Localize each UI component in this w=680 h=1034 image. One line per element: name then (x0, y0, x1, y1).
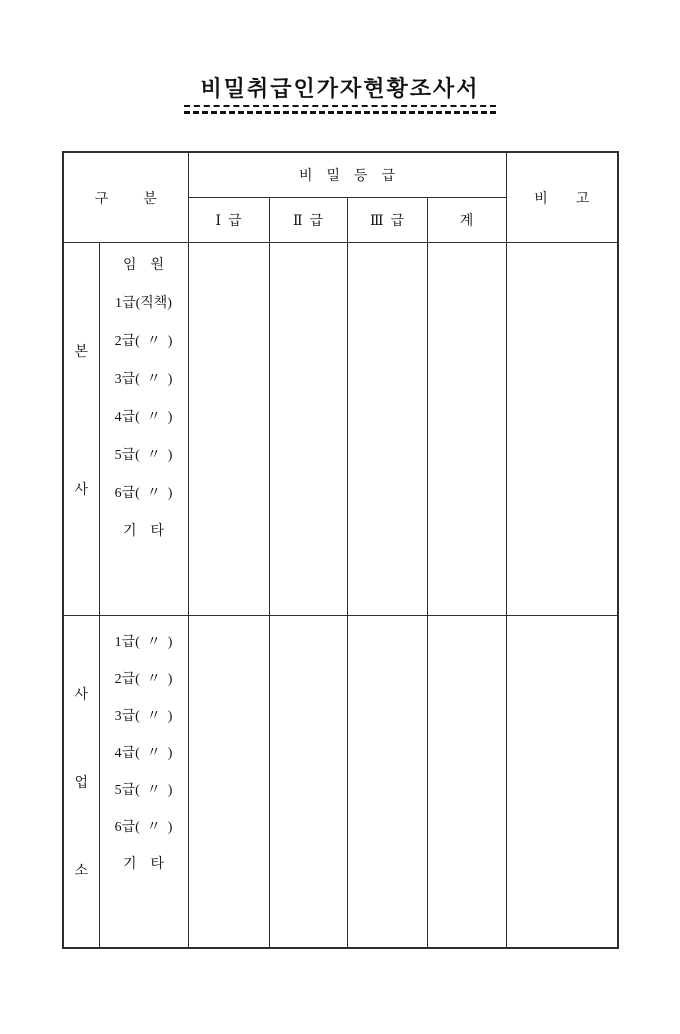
header-grade-2: Ⅱ 급 (269, 198, 347, 243)
data-cell-group1-grade1 (188, 243, 269, 616)
data-cell-group1-grade3 (347, 243, 427, 616)
group-row-headoffice (63, 243, 618, 616)
group1-row-labels (100, 243, 188, 615)
document-title: 비밀취급인가자현황조사서 (200, 76, 480, 101)
group2-char: 사 (74, 687, 89, 703)
row-label: 6급( 〃 ) (114, 820, 173, 835)
row-label: 3급( 〃 ) (114, 709, 173, 724)
group2-char: 소 (74, 863, 89, 879)
row-label: 4급( 〃 ) (114, 410, 173, 425)
group2-vertical-label (64, 616, 99, 947)
group1-vertical-label (64, 243, 99, 615)
group2-name-cell (63, 616, 99, 949)
header-secret-grade: 비 밀 등 급 (188, 152, 506, 198)
group1-row-labels-cell (99, 243, 188, 616)
data-cell-group2-grade1 (188, 616, 269, 949)
data-cell-group1-grade2 (269, 243, 347, 616)
row-label: 기 타 (122, 524, 165, 539)
data-cell-group1-remarks (506, 243, 618, 616)
title-underline (184, 105, 496, 114)
row-label: 5급( 〃 ) (114, 783, 173, 798)
group-row-branch (63, 616, 618, 949)
header-grade-3: Ⅲ 급 (347, 198, 427, 243)
row-label: 4급( 〃 ) (114, 746, 173, 761)
header-grade-1: Ⅰ 급 (188, 198, 269, 243)
data-cell-group1-total (427, 243, 506, 616)
row-label: 5급( 〃 ) (114, 448, 173, 463)
status-table (62, 151, 619, 949)
row-label: 3급( 〃 ) (114, 372, 173, 387)
group1-char: 사 (74, 483, 89, 498)
header-row-1 (63, 152, 618, 198)
header-remarks: 비 고 (506, 152, 618, 243)
row-label: 1급(직책) (115, 296, 172, 311)
row-label: 2급( 〃 ) (114, 672, 173, 687)
row-label: 1급( 〃 ) (114, 635, 173, 650)
header-total: 계 (427, 198, 506, 243)
data-cell-group2-grade2 (269, 616, 347, 949)
data-cell-group2-total (427, 616, 506, 949)
header-gubun: 구 분 (63, 152, 188, 243)
group2-row-labels (100, 616, 188, 947)
row-label: 2급( 〃 ) (114, 334, 173, 349)
group2-char: 업 (74, 775, 89, 791)
data-cell-group2-grade3 (347, 616, 427, 949)
group1-char: 본 (74, 345, 89, 360)
row-label: 기 타 (122, 857, 165, 872)
group1-name-cell (63, 243, 99, 616)
row-label: 6급( 〃 ) (114, 486, 173, 501)
row-label: 임 원 (122, 258, 165, 273)
data-cell-group2-remarks (506, 616, 618, 949)
group2-row-labels-cell (99, 616, 188, 949)
